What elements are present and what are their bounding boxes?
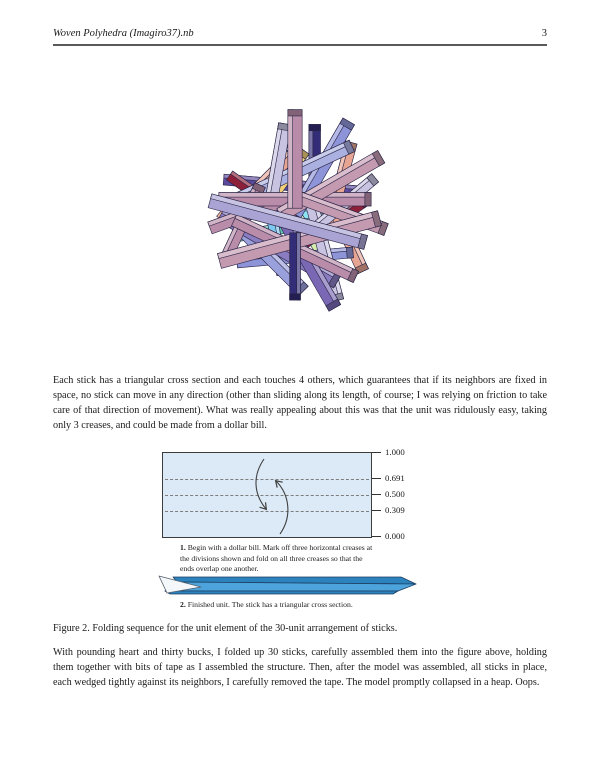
tick-0691: 0.691 (372, 473, 405, 483)
tick-mark (372, 536, 381, 537)
dollar-bill-diagram (162, 452, 372, 538)
stick-bottom-edge (165, 591, 398, 594)
woven-polyhedron-figure (189, 107, 401, 313)
tick-mark (372, 510, 381, 511)
step2-caption (180, 600, 510, 611)
tick-mark (372, 452, 381, 453)
woven-polyhedron-svg (189, 107, 401, 313)
fold-arrow-down (256, 459, 266, 509)
fold-arrows (163, 453, 371, 537)
tick-0000: 0.000 (372, 531, 405, 541)
document-title: Woven Polyhedra (Imagiro37).nb (53, 28, 194, 39)
body-paragraph-1: Each stick has a triangular cross section and each touches 4 others, which guarantees that if its neighbors are fixed in space, no stick can move in any direction (other than sliding along its length, of course; I was relying on friction to take care of that direction of movement). What was really appealing about this was that the unit was ridulously easy, taking only 3 creases, and could be made from a dollar bill. (53, 375, 547, 431)
fold-arrow-up (276, 481, 288, 534)
step2-number: 2. (180, 600, 186, 609)
step1-number: 1. (180, 543, 186, 552)
tick-0309: 0.309 (372, 505, 405, 515)
step1-caption (180, 543, 378, 575)
page-header (53, 28, 547, 46)
finished-stick-figure (155, 571, 420, 599)
tick-mark (372, 494, 381, 495)
tick-1000: 1.000 (372, 447, 405, 457)
finished-stick-svg (155, 571, 420, 599)
step2-text: Finished unit. The stick has a triangular cross section. (185, 600, 353, 609)
stick-main-face (165, 582, 416, 591)
tick-0500: 0.500 (372, 489, 405, 499)
body-paragraph-2: With pounding heart and thirty bucks, I folded up 30 sticks, carefully assembled them into the figure above, holding them together with bits of tape as I assembled the structure. Then, after the model was assembled, all sticks in place, each wedged tightly against its neighbors, I carefully removed the tape. The model promptly collapsed in a heap. Oops. (53, 647, 547, 688)
crease-scale (372, 447, 432, 541)
step1-text: Begin with a dollar bill. Mark off three horizontal creases at the divisions shown and fold on all three creases so that the ends overlap one another. (180, 543, 373, 574)
tick-mark (372, 478, 381, 479)
page-number: 3 (541, 28, 547, 39)
figure-caption: Figure 2. Folding sequence for the unit element of the 30-unit arrangement of sticks. (53, 623, 398, 634)
